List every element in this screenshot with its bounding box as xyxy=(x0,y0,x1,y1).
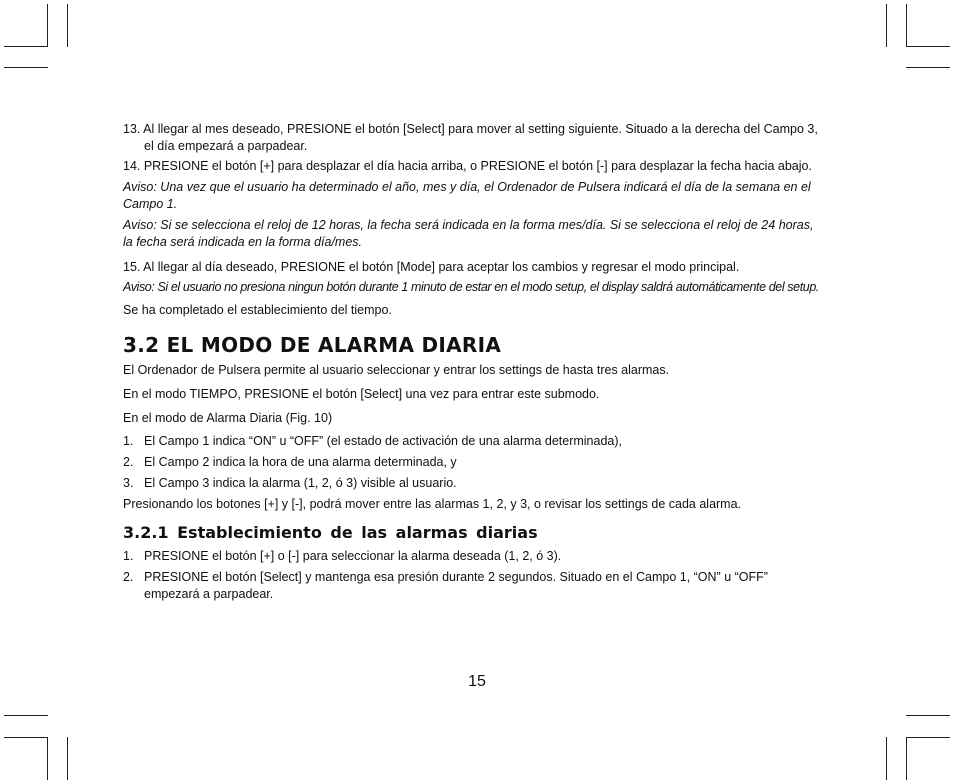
paragraph: Presionando los botones [+] y [-], podrá mover entre las alarmas 1, 2, y 3, o revisar los settings de cada alarma. xyxy=(123,497,742,511)
list-text: PRESIONE el botón [+] o [-] para seleccionar la alarma deseada (1, 2, ó 3). xyxy=(144,549,562,563)
list-number: 2. xyxy=(123,455,134,469)
list-item xyxy=(123,454,820,471)
page-number: 15 xyxy=(468,673,486,690)
crop-mark xyxy=(906,737,907,780)
crop-mark xyxy=(906,67,950,68)
list-item xyxy=(123,548,820,565)
list-number: 3. xyxy=(123,476,134,490)
list-number: 1. xyxy=(123,434,134,448)
list-text: PRESIONE el botón [Select] y mantenga esa presión durante 2 segundos. Situado en el Campo 1, “ON” u “OFF” empezará a parpadear. xyxy=(144,570,768,601)
crop-mark xyxy=(4,46,48,47)
list-number: 2. xyxy=(123,570,134,584)
list-item xyxy=(123,433,820,450)
crop-mark xyxy=(886,4,887,47)
crop-mark xyxy=(4,737,48,738)
page-content xyxy=(123,121,820,603)
crop-mark xyxy=(906,737,950,738)
subsection-title: 3.2.1 Establecimiento de las alarmas diarias xyxy=(123,523,538,542)
step-15: 15. Al llegar al día deseado, PRESIONE el botón [Mode] para aceptar los cambios y regresar el modo principal. xyxy=(123,260,740,274)
step-13: 13. Al llegar al mes deseado, PRESIONE el botón [Select] para mover al setting siguiente. Situado a la derecha del Campo 3, el día empezará a parpadear. xyxy=(123,122,818,153)
crop-mark xyxy=(47,4,48,47)
note-timeout: Aviso: Si el usuario no presiona ningun botón durante 1 minuto de estar en el modo setup, el display saldrá automáticamente del setup. xyxy=(123,280,819,294)
crop-mark xyxy=(67,4,68,47)
note-date-format: Aviso: Si se selecciona el reloj de 12 horas, la fecha será indicada en la forma mes/día. Si se selecciona el reloj de 24 horas, la fecha será indicada en la forma día/mes. xyxy=(123,218,814,249)
paragraph: El Ordenador de Pulsera permite al usuario seleccionar y entrar los settings de hasta tres alarmas. xyxy=(123,363,670,377)
step-14: 14. PRESIONE el botón [+] para desplazar el día hacia arriba, o PRESIONE el botón [-] para desplazar la fecha hacia abajo. xyxy=(123,159,812,173)
section-title: 3.2 EL MODO DE ALARMA DIARIA xyxy=(123,333,502,357)
crop-mark xyxy=(4,715,48,716)
completion-text: Se ha completado el establecimiento del tiempo. xyxy=(123,303,392,317)
list-number: 1. xyxy=(123,549,134,563)
note-weekday: Aviso: Una vez que el usuario ha determinado el año, mes y día, el Ordenador de Pulsera indicará el día de la semana en el Campo 1. xyxy=(123,180,811,211)
crop-mark xyxy=(906,715,950,716)
crop-mark xyxy=(906,46,950,47)
crop-mark xyxy=(47,737,48,780)
crop-mark xyxy=(4,67,48,68)
paragraph: En el modo TIEMPO, PRESIONE el botón [Select] una vez para entrar este submodo. xyxy=(123,387,600,401)
list-item xyxy=(123,475,820,492)
crop-mark xyxy=(906,4,907,47)
paragraph: En el modo de Alarma Diaria (Fig. 10) xyxy=(123,411,333,425)
list-text: El Campo 3 indica la alarma (1, 2, ó 3) visible al usuario. xyxy=(144,476,457,490)
list-text: El Campo 1 indica “ON” u “OFF” (el estado de activación de una alarma determinada), xyxy=(144,434,622,448)
crop-mark xyxy=(67,737,68,780)
crop-mark xyxy=(886,737,887,780)
list-item xyxy=(123,569,820,603)
list-text: El Campo 2 indica la hora de una alarma determinada, y xyxy=(144,455,457,469)
